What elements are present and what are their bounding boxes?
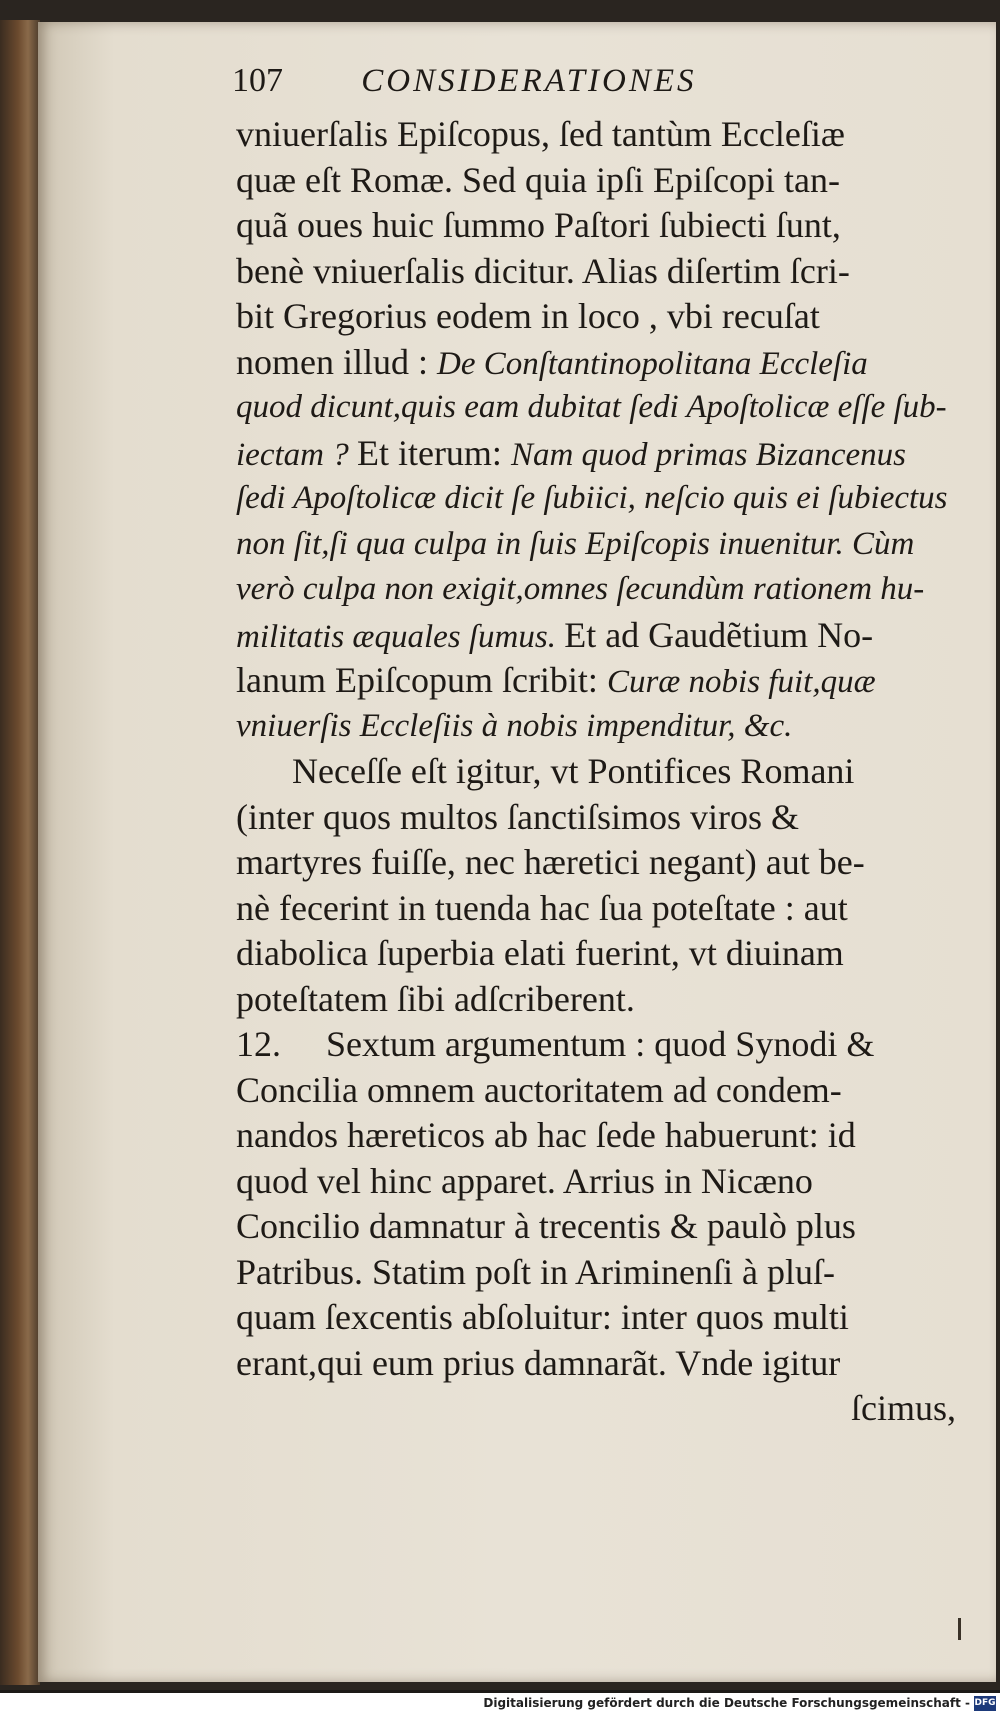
text-line: Patribus. Statim poſt in Ariminenſi à pluſ- (236, 1251, 835, 1292)
text-span: Et iterum: (356, 432, 511, 473)
text-line: benè vniuerſalis dicitur. Alias diſertim ſcri- (236, 250, 850, 291)
text-line (236, 340, 956, 386)
text-span: Et ad Gaudẽtium No- (564, 614, 874, 655)
footer-credit: Digitalisierung gefördert durch die Deutsche Forschungsgemeinschaft - (483, 1696, 970, 1710)
text-line: nè fecerint in tuenda hac ſua poteſtate : aut (236, 887, 848, 928)
text-line: Concilio damnatur à trecentis & paulò plus (236, 1206, 856, 1246)
text-span: lanum Epiſcopum ſcribit: (236, 660, 607, 700)
text-span: Curæ nobis fuit,quæ (606, 664, 876, 700)
text-span: De Conſtantinopolitana Eccleſia (437, 345, 868, 382)
text-line (236, 431, 956, 477)
page-header (232, 62, 697, 100)
text-line (236, 1022, 956, 1068)
text-line: verò culpa non exigit,omnes ſecundùm rationem hu- (236, 571, 925, 607)
running-title: CONSIDERATIONES (361, 63, 697, 99)
edge-mark (958, 1618, 961, 1640)
text-line: quod dicunt,quis eam dubitat ſedi Apoſtolicæ eſſe ſub- (236, 389, 947, 425)
text-line: vniuerſis Eccleſiis à nobis impenditur, &c. (236, 707, 793, 744)
paragraph-number: 12. (236, 1024, 281, 1064)
text-span: nomen illud : (236, 341, 437, 382)
text-line: quod vel hinc apparet. Arrius in Nicæno (236, 1160, 813, 1201)
text-line: quam ſexcentis abſoluitur: inter quos multi (236, 1297, 849, 1337)
dfg-logo: DFG (974, 1696, 996, 1711)
text-line: erant,qui eum prius damnarãt. Vnde igitur (236, 1342, 841, 1383)
text-line: bit Gregorius eodem in loco , vbi recuſat (236, 296, 820, 336)
text-line: martyres fuiſſe, nec hæretici negant) aut be- (236, 842, 865, 882)
text-line: Concilia omnem auctoritatem ad condem- (236, 1069, 842, 1110)
text-span: militatis æquales ſumus. (236, 618, 565, 655)
page-number: 107 (232, 62, 283, 99)
text-line: non ſit,ſi qua culpa in ſuis Epiſcopis inuenitur. Cùm (236, 525, 915, 562)
text-line: nandos hæreticos ab hac ſede habuerunt: id (236, 1115, 856, 1155)
text-span: iectam ? (236, 436, 357, 473)
text-line: (inter quos multos ſanctiſsimos viros & (236, 796, 799, 837)
text-line: diabolica ſuperbia elati fuerint, vt diuinam (236, 933, 844, 973)
text-line: poteſtatem ſibi adſcriberent. (236, 978, 635, 1019)
text-line: ſedi Apoſtolicæ dicit ſe ſubiici, neſcio quis ei ſubiectus (236, 480, 948, 516)
text-line: quã oues huic ſummo Paſtori ſubiecti ſunt, (236, 205, 841, 245)
book-binding (0, 20, 40, 1685)
text-line (236, 613, 956, 659)
footer-bar (0, 1693, 1000, 1715)
text-block (236, 112, 956, 1432)
text-line (236, 658, 956, 704)
text-line: vniuerſalis Epiſcopus, ſed tantùm Eccleſiæ (236, 114, 845, 154)
text-span: Nam quod primas Bizancenus (510, 436, 907, 473)
text-line: ſcimus, (851, 1388, 956, 1428)
text-span: Sextum argumentum : quod Synodi & (326, 1024, 875, 1064)
text-line: quæ eſt Romæ. Sed quia ipſi Epiſcopi tan- (236, 159, 840, 200)
text-line: Neceſſe eſt igitur, vt Pontifices Romani (292, 751, 855, 791)
